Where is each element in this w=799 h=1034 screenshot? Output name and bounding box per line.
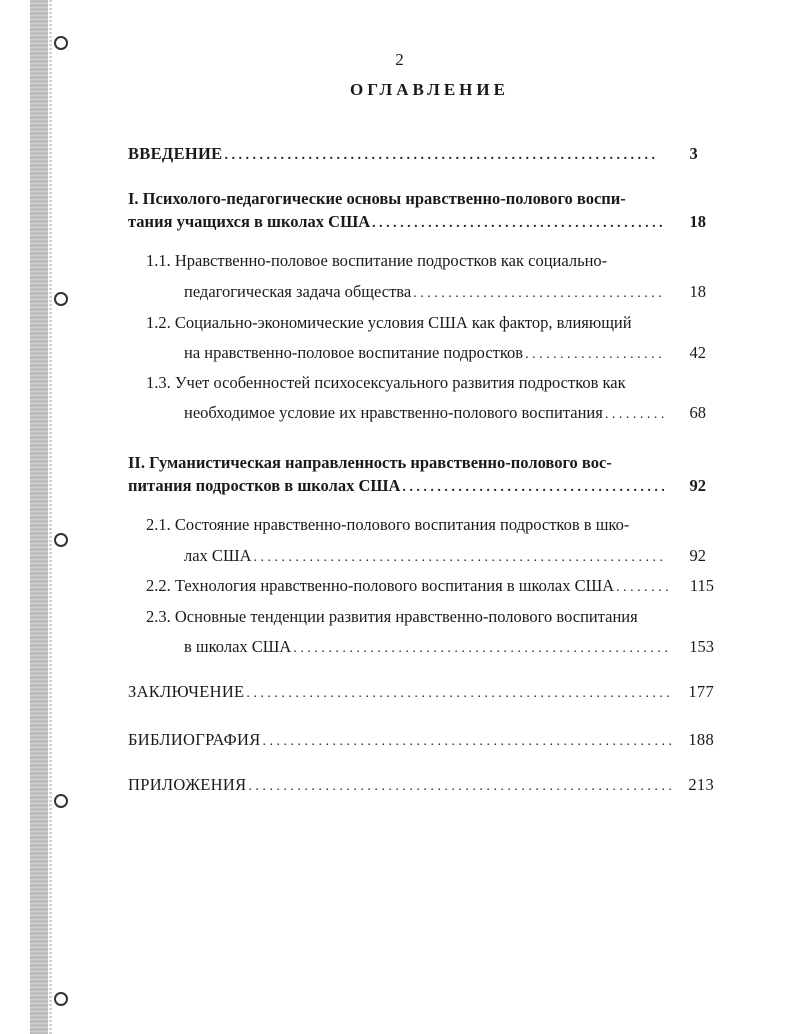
toc-chapter-2-line1: II. Гуманистическая направленность нравственно-полового вос-	[128, 453, 612, 472]
toc-chapter-1	[128, 212, 706, 232]
punch-hole-icon	[54, 794, 68, 808]
toc-entry-text: педагогическая задача общества	[184, 282, 412, 301]
toc-entry-text: БИБЛИОГРАФИЯ	[128, 730, 261, 749]
dot-leader	[224, 148, 656, 164]
toc-entry-text: в школах США	[184, 637, 292, 656]
toc-entry-appendices	[128, 775, 714, 795]
toc-section-2-1-line1: 2.1. Состояние нравственно-полового воспитания подростков в шко-	[146, 515, 630, 534]
toc-chapter-2	[128, 476, 706, 496]
dot-leader	[402, 480, 664, 496]
punch-hole-icon	[54, 992, 68, 1006]
toc-entry-page: 18	[689, 282, 706, 301]
dot-leader	[248, 779, 672, 795]
toc-entry-text: тания учащихся в школах США	[128, 212, 371, 231]
toc-entry-text: ЗАКЛЮЧЕНИЕ	[128, 682, 245, 701]
dot-leader	[246, 686, 672, 702]
toc-entry-intro	[128, 144, 698, 164]
toc-section-1-1	[184, 282, 706, 302]
dot-leader	[293, 641, 672, 657]
toc-entry-conclusion	[128, 682, 714, 702]
toc-entry-page: 42	[689, 343, 706, 362]
dot-leader	[413, 286, 664, 302]
toc-section-1-1-line1: 1.1. Нравственно-половое воспитание подростков как социально-	[146, 251, 608, 270]
toc-entry-page: 213	[688, 775, 714, 794]
toc-entry-text: ВВЕДЕНИЕ	[128, 144, 223, 163]
toc-entry-page: 68	[689, 403, 706, 422]
toc-entry-text: лах США	[184, 546, 252, 565]
toc-entry-page: 153	[689, 637, 714, 656]
toc-section-2-2	[146, 576, 714, 596]
toc-section-1-3-line1: 1.3. Учет особенностей психосексуального развития подростков как	[146, 373, 626, 392]
punch-hole-icon	[54, 36, 68, 50]
toc-entry-page: 92	[689, 476, 706, 495]
dot-leader	[372, 216, 664, 232]
toc-entry-text: необходимое условие их нравственно-полового воспитания	[184, 403, 603, 422]
toc-entry-text: питания подростков в школах США	[128, 476, 401, 495]
dot-leader	[616, 580, 672, 596]
toc-section-2-3	[184, 637, 714, 657]
toc-section-1-2	[184, 343, 706, 363]
punch-hole-icon	[54, 292, 68, 306]
toc-entry-page: 92	[689, 546, 706, 565]
dot-leader	[605, 407, 664, 423]
toc-section-2-1	[184, 546, 706, 566]
toc-entry-page: 18	[689, 212, 706, 231]
toc-entry-bibliography	[128, 730, 714, 750]
toc-entry-page: 188	[688, 730, 714, 749]
toc-entry-text: на нравственно-половое воспитание подростков	[184, 343, 524, 362]
toc-section-1-2-line1: 1.2. Социально-экономические условия США как фактор, влияющий	[146, 313, 632, 332]
toc-entry-page: 115	[689, 576, 714, 595]
dot-leader	[254, 550, 665, 566]
toc-section-1-3	[184, 403, 706, 423]
toc-chapter-1-line1: I. Психолого-педагогические основы нравственно-полового воспи-	[128, 189, 626, 208]
dot-leader	[525, 347, 664, 363]
punch-hole-icon	[54, 533, 68, 547]
binding-edge	[30, 0, 48, 1034]
toc-entry-page: 3	[689, 144, 698, 163]
toc-entry-text: ПРИЛОЖЕНИЯ	[128, 775, 247, 794]
toc-title: ОГЛАВЛЕНИЕ	[350, 80, 509, 99]
toc-section-2-3-line1: 2.3. Основные тенденции развития нравственно-полового воспитания	[146, 607, 638, 626]
page-number: 2	[395, 50, 404, 69]
toc-entry-text: 2.2. Технология нравственно-полового воспитания в школах США	[146, 576, 615, 595]
toc-entry-page: 177	[688, 682, 714, 701]
dot-leader	[263, 734, 672, 750]
